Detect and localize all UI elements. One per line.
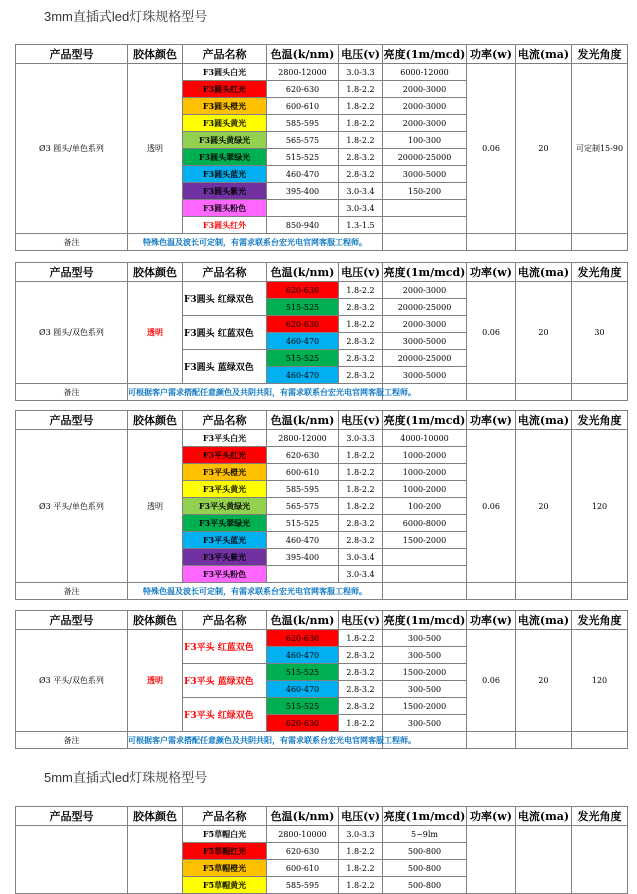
column-header: 电流(ma) bbox=[516, 807, 572, 826]
luminance: 5~9lm bbox=[383, 826, 467, 843]
product-name: F3平头橙光 bbox=[183, 464, 267, 481]
spec-table-3mm-flat-single bbox=[15, 410, 628, 600]
luminance: 2000-3000 bbox=[383, 316, 467, 333]
column-header: 电压(v) bbox=[339, 263, 383, 282]
empty-cell bbox=[572, 384, 628, 401]
model-cell: Ø3 圆头/单色系列 bbox=[16, 64, 128, 234]
luminance: 2000-3000 bbox=[383, 282, 467, 299]
color-temp: 2800-10000 bbox=[267, 826, 339, 843]
dual-product-name: F3平头 蓝绿双色 bbox=[183, 664, 267, 698]
column-header: 产品型号 bbox=[16, 611, 128, 630]
voltage: 3.0-3.3 bbox=[339, 64, 383, 81]
voltage: 3.0-3.4 bbox=[339, 183, 383, 200]
color-temp: 460-470 bbox=[267, 647, 339, 664]
voltage: 1.8-2.2 bbox=[339, 464, 383, 481]
voltage: 2.8-3.2 bbox=[339, 532, 383, 549]
color-temp: 565-575 bbox=[267, 498, 339, 515]
color-temp: 585-595 bbox=[267, 481, 339, 498]
column-header: 功率(w) bbox=[467, 611, 516, 630]
luminance: 2000-3000 bbox=[383, 81, 467, 98]
color-temp: 600-610 bbox=[267, 464, 339, 481]
header-row bbox=[16, 611, 628, 630]
luminance: 300-500 bbox=[383, 715, 467, 732]
color-temp: 620-630 bbox=[267, 316, 339, 333]
voltage: 2.8-3.2 bbox=[339, 647, 383, 664]
product-name: F3圆头粉色 bbox=[183, 200, 267, 217]
table-row bbox=[16, 64, 628, 81]
header-row bbox=[16, 45, 628, 64]
luminance: 1500-2000 bbox=[383, 532, 467, 549]
luminance: 100-200 bbox=[383, 498, 467, 515]
voltage: 3.0-3.4 bbox=[339, 549, 383, 566]
color-temp: 515-525 bbox=[267, 515, 339, 532]
column-header: 电流(ma) bbox=[516, 45, 572, 64]
column-header: 色温(k/nm) bbox=[267, 411, 339, 430]
color-temp: 565-575 bbox=[267, 132, 339, 149]
color-temp: 2800-12000 bbox=[267, 430, 339, 447]
luminance: 100-300 bbox=[383, 132, 467, 149]
color-temp: 620-630 bbox=[267, 81, 339, 98]
voltage: 1.8-2.2 bbox=[339, 316, 383, 333]
spec-table-3mm-flat-dual bbox=[15, 610, 628, 749]
voltage: 1.8-2.2 bbox=[339, 282, 383, 299]
luminance bbox=[383, 566, 467, 583]
voltage: 1.8-2.2 bbox=[339, 115, 383, 132]
column-header: 产品名称 bbox=[183, 411, 267, 430]
product-name: F3圆头橙光 bbox=[183, 98, 267, 115]
luminance: 1500-2000 bbox=[383, 698, 467, 715]
luminance: 2000-3000 bbox=[383, 98, 467, 115]
column-header: 电压(v) bbox=[339, 45, 383, 64]
voltage: 2.8-3.2 bbox=[339, 515, 383, 532]
note-label: 备注 bbox=[16, 583, 128, 600]
column-header: 功率(w) bbox=[467, 45, 516, 64]
column-header: 发光角度 bbox=[572, 807, 628, 826]
note-text: 可根据客户需求搭配任意颜色及共阴共阳，有需求联系台宏光电官网客服工程师。 bbox=[128, 732, 383, 749]
product-name: F3圆头白光 bbox=[183, 64, 267, 81]
color-temp: 460-470 bbox=[267, 532, 339, 549]
voltage: 1.3-1.5 bbox=[339, 217, 383, 234]
voltage: 3.0-3.4 bbox=[339, 200, 383, 217]
section-title-3mm: 3mm直插式led灯珠规格型号 bbox=[44, 9, 208, 24]
power-cell bbox=[467, 826, 516, 894]
product-name: F3圆头黄光 bbox=[183, 115, 267, 132]
column-header: 电流(ma) bbox=[516, 411, 572, 430]
voltage: 1.8-2.2 bbox=[339, 98, 383, 115]
color-temp: 460-470 bbox=[267, 333, 339, 350]
body-color-cell: 透明 bbox=[128, 64, 183, 234]
column-header: 电压(v) bbox=[339, 611, 383, 630]
luminance: 1000-2000 bbox=[383, 481, 467, 498]
column-header: 亮度(1m/mcd) bbox=[383, 807, 467, 826]
product-name: F5草帽黄光 bbox=[183, 877, 267, 894]
product-name: F3平头红光 bbox=[183, 447, 267, 464]
note-text: 可根据客户需求搭配任意颜色及共阴共阳，有需求联系台宏光电官网客服工程师。 bbox=[128, 384, 383, 401]
column-header: 胶体颜色 bbox=[128, 45, 183, 64]
note-row bbox=[16, 583, 628, 600]
dual-product-name: F3圆头 蓝绿双色 bbox=[183, 350, 267, 384]
voltage: 1.8-2.2 bbox=[339, 877, 383, 894]
empty-cell bbox=[467, 583, 516, 600]
column-header: 产品型号 bbox=[16, 411, 128, 430]
color-temp: 620-630 bbox=[267, 630, 339, 647]
product-name: F5草帽白光 bbox=[183, 826, 267, 843]
note-text: 特殊色温及波长可定制，有需求联系台宏光电官网客服工程师。 bbox=[128, 234, 383, 251]
voltage: 1.8-2.2 bbox=[339, 81, 383, 98]
power-cell: 0.06 bbox=[467, 64, 516, 234]
body-color-cell: 透明 bbox=[128, 630, 183, 732]
luminance: 20000-25000 bbox=[383, 350, 467, 367]
column-header: 胶体颜色 bbox=[128, 411, 183, 430]
luminance: 6000-8000 bbox=[383, 515, 467, 532]
color-temp: 620-630 bbox=[267, 447, 339, 464]
column-header: 产品名称 bbox=[183, 807, 267, 826]
table-row bbox=[16, 630, 628, 647]
column-header: 色温(k/nm) bbox=[267, 807, 339, 826]
voltage: 1.8-2.2 bbox=[339, 860, 383, 877]
voltage: 1.8-2.2 bbox=[339, 630, 383, 647]
note-row bbox=[16, 732, 628, 749]
table-row bbox=[16, 826, 628, 843]
body-color-cell: 透明 bbox=[128, 282, 183, 384]
product-name: F5草帽红光 bbox=[183, 843, 267, 860]
empty-cell bbox=[572, 732, 628, 749]
column-header: 产品型号 bbox=[16, 807, 128, 826]
spec-table-3mm-round-single bbox=[15, 44, 628, 251]
column-header: 亮度(1m/mcd) bbox=[383, 263, 467, 282]
power-cell: 0.06 bbox=[467, 282, 516, 384]
column-header: 色温(k/nm) bbox=[267, 611, 339, 630]
angle-cell: 30 bbox=[572, 282, 628, 384]
table-row bbox=[16, 282, 628, 299]
column-header: 电流(ma) bbox=[516, 263, 572, 282]
model-cell: Ø3 圆头/双色系列 bbox=[16, 282, 128, 384]
angle-cell: 可定制15-90 bbox=[572, 64, 628, 234]
voltage: 1.8-2.2 bbox=[339, 715, 383, 732]
power-cell: 0.06 bbox=[467, 430, 516, 583]
empty-cell bbox=[383, 583, 467, 600]
spec-table-3mm-round-dual bbox=[15, 262, 628, 401]
angle-cell bbox=[572, 826, 628, 894]
dual-product-name: F3圆头 红蓝双色 bbox=[183, 316, 267, 350]
voltage: 2.8-3.2 bbox=[339, 299, 383, 316]
column-header: 功率(w) bbox=[467, 263, 516, 282]
product-name: F3平头蓝光 bbox=[183, 532, 267, 549]
voltage: 1.8-2.2 bbox=[339, 481, 383, 498]
voltage: 2.8-3.2 bbox=[339, 333, 383, 350]
color-temp: 2800-12000 bbox=[267, 64, 339, 81]
product-name: F3平头白光 bbox=[183, 430, 267, 447]
empty-cell bbox=[516, 234, 572, 251]
product-name: F3圆头紫光 bbox=[183, 183, 267, 200]
color-temp: 585-595 bbox=[267, 115, 339, 132]
voltage: 2.8-3.2 bbox=[339, 166, 383, 183]
angle-cell: 120 bbox=[572, 630, 628, 732]
voltage: 1.8-2.2 bbox=[339, 132, 383, 149]
voltage: 1.8-2.2 bbox=[339, 447, 383, 464]
luminance: 6000-12000 bbox=[383, 64, 467, 81]
color-temp: 620-630 bbox=[267, 282, 339, 299]
column-header: 功率(w) bbox=[467, 807, 516, 826]
luminance: 150-200 bbox=[383, 183, 467, 200]
product-name: F3平头紫光 bbox=[183, 549, 267, 566]
color-temp: 395-400 bbox=[267, 549, 339, 566]
color-temp bbox=[267, 566, 339, 583]
current-cell: 20 bbox=[516, 64, 572, 234]
dual-product-name: F3平头 红蓝双色 bbox=[183, 630, 267, 664]
column-header: 胶体颜色 bbox=[128, 807, 183, 826]
voltage: 1.8-2.2 bbox=[339, 843, 383, 860]
color-temp: 620-630 bbox=[267, 843, 339, 860]
voltage: 3.0-3.4 bbox=[339, 566, 383, 583]
column-header: 发光角度 bbox=[572, 411, 628, 430]
color-temp: 515-525 bbox=[267, 664, 339, 681]
product-name: F3圆头红外 bbox=[183, 217, 267, 234]
voltage: 2.8-3.2 bbox=[339, 350, 383, 367]
luminance bbox=[383, 549, 467, 566]
angle-cell: 120 bbox=[572, 430, 628, 583]
product-name: F3圆头蓝光 bbox=[183, 166, 267, 183]
luminance: 500-800 bbox=[383, 860, 467, 877]
product-name: F3圆头红光 bbox=[183, 81, 267, 98]
empty-cell bbox=[467, 234, 516, 251]
empty-cell bbox=[467, 732, 516, 749]
column-header: 电流(ma) bbox=[516, 611, 572, 630]
header-row bbox=[16, 807, 628, 826]
luminance: 300-500 bbox=[383, 681, 467, 698]
column-header: 产品名称 bbox=[183, 263, 267, 282]
column-header: 色温(k/nm) bbox=[267, 45, 339, 64]
luminance bbox=[383, 200, 467, 217]
power-cell: 0.06 bbox=[467, 630, 516, 732]
luminance: 1000-2000 bbox=[383, 464, 467, 481]
color-temp: 515-525 bbox=[267, 149, 339, 166]
luminance: 300-500 bbox=[383, 630, 467, 647]
color-temp: 515-525 bbox=[267, 350, 339, 367]
column-header: 发光角度 bbox=[572, 263, 628, 282]
color-temp: 600-610 bbox=[267, 860, 339, 877]
header-row bbox=[16, 263, 628, 282]
luminance: 500-800 bbox=[383, 877, 467, 894]
body-color-cell: 透明 bbox=[128, 430, 183, 583]
header-row bbox=[16, 411, 628, 430]
luminance: 3000-5000 bbox=[383, 166, 467, 183]
column-header: 发光角度 bbox=[572, 45, 628, 64]
current-cell bbox=[516, 826, 572, 894]
luminance: 4000-10000 bbox=[383, 430, 467, 447]
color-temp: 515-525 bbox=[267, 299, 339, 316]
body-color-cell bbox=[128, 826, 183, 894]
luminance: 1000-2000 bbox=[383, 447, 467, 464]
column-header: 电压(v) bbox=[339, 807, 383, 826]
color-temp: 460-470 bbox=[267, 166, 339, 183]
empty-cell bbox=[572, 583, 628, 600]
dual-product-name: F3圆头 红绿双色 bbox=[183, 282, 267, 316]
note-label: 备注 bbox=[16, 732, 128, 749]
color-temp: 395-400 bbox=[267, 183, 339, 200]
column-header: 色温(k/nm) bbox=[267, 263, 339, 282]
dual-product-name: F3平头 红绿双色 bbox=[183, 698, 267, 732]
note-row bbox=[16, 384, 628, 401]
note-text: 特殊色温及波长可定制，有需求联系台宏光电官网客服工程师。 bbox=[128, 583, 383, 600]
luminance: 20000-25000 bbox=[383, 299, 467, 316]
voltage: 2.8-3.2 bbox=[339, 681, 383, 698]
voltage: 3.0-3.3 bbox=[339, 826, 383, 843]
product-name: F3平头粉色 bbox=[183, 566, 267, 583]
model-cell: Ø3 平头/双色系列 bbox=[16, 630, 128, 732]
luminance: 300-500 bbox=[383, 647, 467, 664]
column-header: 胶体颜色 bbox=[128, 263, 183, 282]
color-temp bbox=[267, 200, 339, 217]
empty-cell bbox=[383, 234, 467, 251]
column-header: 亮度(1m/mcd) bbox=[383, 411, 467, 430]
voltage: 3.0-3.3 bbox=[339, 430, 383, 447]
column-header: 功率(w) bbox=[467, 411, 516, 430]
color-temp: 585-595 bbox=[267, 877, 339, 894]
product-name: F3圆头翠绿光 bbox=[183, 149, 267, 166]
column-header: 亮度(1m/mcd) bbox=[383, 45, 467, 64]
product-name: F3平头翠绿光 bbox=[183, 515, 267, 532]
current-cell: 20 bbox=[516, 282, 572, 384]
product-name: F5草帽橙光 bbox=[183, 860, 267, 877]
column-header: 产品型号 bbox=[16, 263, 128, 282]
luminance: 3000-5000 bbox=[383, 333, 467, 350]
voltage: 2.8-3.2 bbox=[339, 367, 383, 384]
spec-table-5mm-straw-hat bbox=[15, 806, 628, 894]
product-name: F3圆头黄绿光 bbox=[183, 132, 267, 149]
empty-cell bbox=[572, 234, 628, 251]
luminance bbox=[383, 217, 467, 234]
column-header: 产品名称 bbox=[183, 45, 267, 64]
column-header: 电压(v) bbox=[339, 411, 383, 430]
current-cell: 20 bbox=[516, 630, 572, 732]
luminance: 2000-3000 bbox=[383, 115, 467, 132]
current-cell: 20 bbox=[516, 430, 572, 583]
color-temp: 850-940 bbox=[267, 217, 339, 234]
table-row bbox=[16, 430, 628, 447]
voltage: 2.8-3.2 bbox=[339, 149, 383, 166]
column-header: 亮度(1m/mcd) bbox=[383, 611, 467, 630]
column-header: 胶体颜色 bbox=[128, 611, 183, 630]
luminance: 3000-5000 bbox=[383, 367, 467, 384]
color-temp: 515-525 bbox=[267, 698, 339, 715]
voltage: 2.8-3.2 bbox=[339, 698, 383, 715]
empty-cell bbox=[516, 583, 572, 600]
column-header: 产品名称 bbox=[183, 611, 267, 630]
model-cell bbox=[16, 826, 128, 894]
luminance: 20000-25000 bbox=[383, 149, 467, 166]
luminance: 500-800 bbox=[383, 843, 467, 860]
color-temp: 620-630 bbox=[267, 715, 339, 732]
column-header: 发光角度 bbox=[572, 611, 628, 630]
note-row bbox=[16, 234, 628, 251]
color-temp: 460-470 bbox=[267, 681, 339, 698]
empty-cell bbox=[516, 384, 572, 401]
luminance: 1500-2000 bbox=[383, 664, 467, 681]
product-name: F3平头黄光 bbox=[183, 481, 267, 498]
voltage: 1.8-2.2 bbox=[339, 498, 383, 515]
column-header: 产品型号 bbox=[16, 45, 128, 64]
empty-cell bbox=[516, 732, 572, 749]
section-title-5mm: 5mm直插式led灯珠规格型号 bbox=[44, 770, 208, 785]
model-cell: Ø3 平头/单色系列 bbox=[16, 430, 128, 583]
product-name: F3平头黄绿光 bbox=[183, 498, 267, 515]
empty-cell bbox=[467, 384, 516, 401]
note-label: 备注 bbox=[16, 234, 128, 251]
color-temp: 460-470 bbox=[267, 367, 339, 384]
color-temp: 600-610 bbox=[267, 98, 339, 115]
note-label: 备注 bbox=[16, 384, 128, 401]
voltage: 2.8-3.2 bbox=[339, 664, 383, 681]
